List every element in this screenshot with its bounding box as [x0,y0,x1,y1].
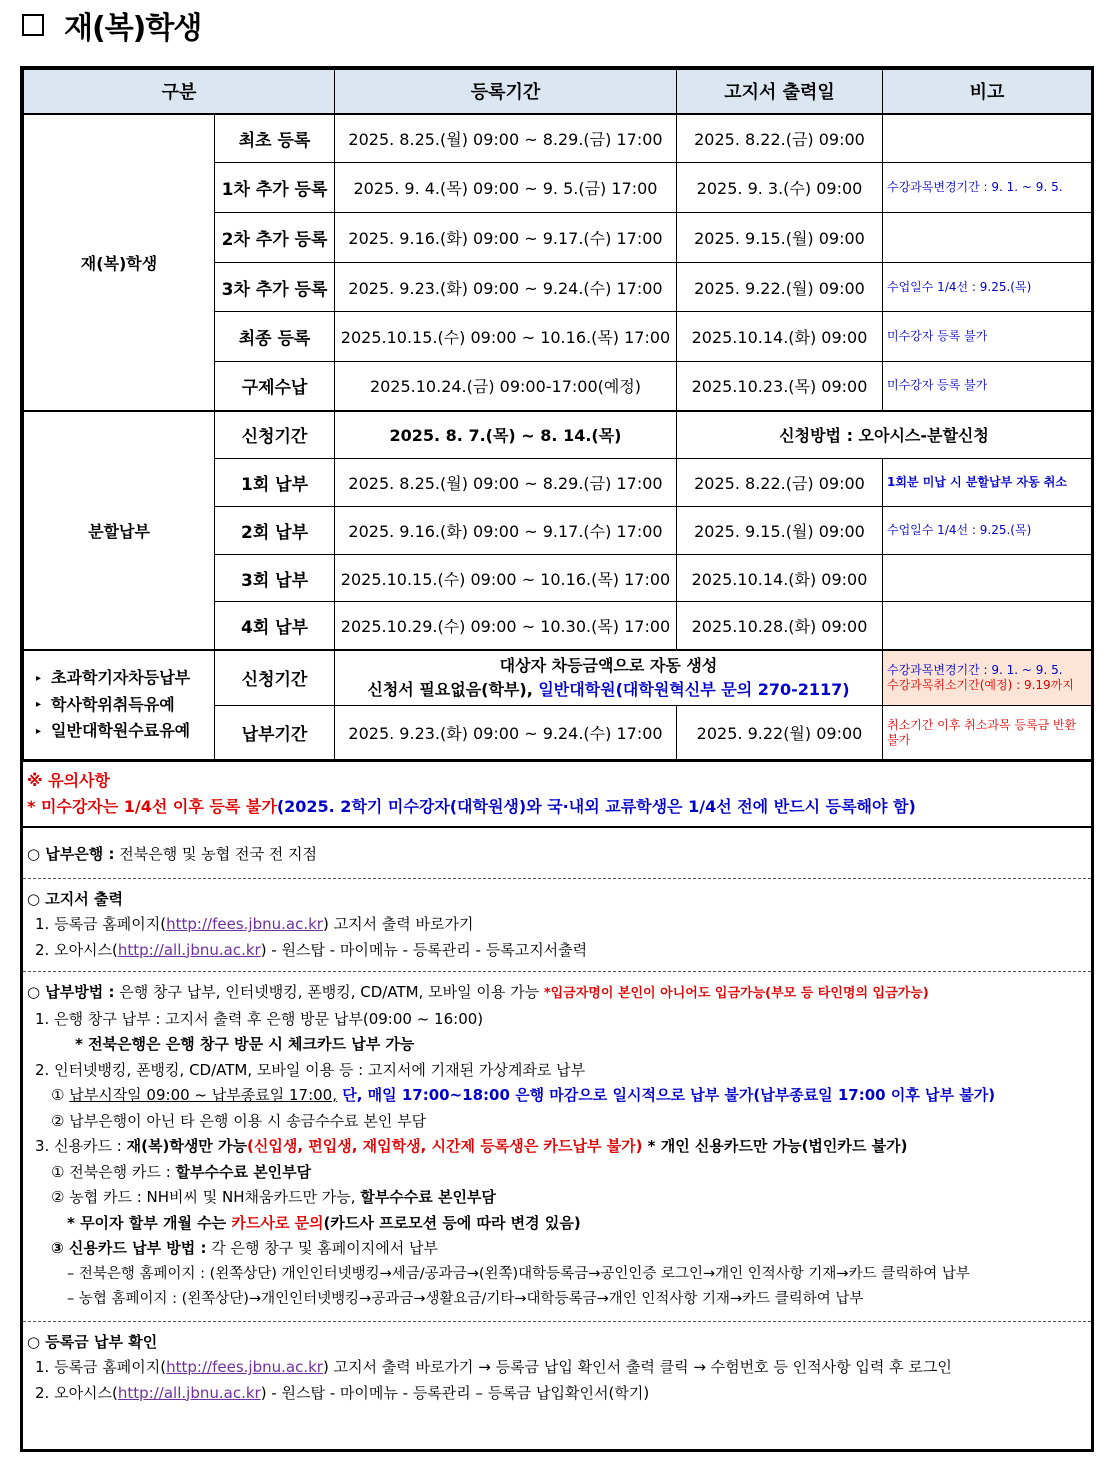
list-item: 2. 오아시스(http://all.jbnu.ac.kr) - 원스탑 - 마이메뉴 - 등록관리 - 등록고지서출력 [35,940,588,959]
section-heading: ○ 납부방법 : 은행 창구 납부, 인터넷뱅킹, 폰뱅킹, CD/ATM, 모바일 이용 가능 *입금자명이 본인이 아니어도 입금가능(부모 등 타인명의 입금가능) [27,983,929,1001]
row-label: 신청기간 [215,411,335,459]
row-note [883,602,1092,650]
row-label: 신청기간 [215,650,335,706]
row-label: 3회 납부 [215,555,335,602]
list-item: 3. 신용카드 : 재(복)학생만 가능(신입생, 편입생, 재입학생, 시간제 등록생은 카드납부 불가) * 개인 신용카드만 가능(법인카드 불가) [35,1137,908,1155]
row-notice-date: 2025.10.23.(목) 09:00 [677,362,883,411]
category-installment: 분할납부 [24,411,215,650]
installment-apply-method: 신청방법 : 오아시스-분할신청 [677,411,1092,459]
list-item: – 농협 홈페이지 : (왼쪽상단)→개인인터넷뱅킹→공과금→생활요금/기타→대학등록금→개인 인적사항 기재→카드 클릭하여 납부 [67,1291,864,1307]
list-item: ① 납부시작일 09:00 ~ 납부종료일 17:00, 단, 매일 17:00~18:00 은행 마감으로 일시적으로 납부 불가(납부종료일 17:00 이후 납부 불가) [51,1086,996,1104]
row-notice-date: 2025.10.28.(화) 09:00 [677,602,883,650]
document-frame [20,66,1094,1452]
section-heading: ○ 고지서 출력 [27,889,123,908]
row-notice-date: 2025.10.14.(화) 09:00 [677,555,883,602]
table-row [24,114,1092,163]
row-label: 4회 납부 [215,602,335,650]
row-label: 2차 추가 등록 [215,213,335,263]
list-item: – 전북은행 홈페이지 : (왼쪽상단) 개인인터넷뱅킹→세금/공과금→(왼쪽)대학등록금→공인인증 로그인→개인 인적사항 기재→카드 클릭하여 납부 [67,1265,970,1282]
list-item: 2. 오아시스(http://all.jbnu.ac.kr) - 원스탑 - 마이메뉴 - 등록관리 – 등록금 납입확인서(학기) [35,1383,650,1402]
row-label: 3차 추가 등록 [215,263,335,312]
schedule-table [23,69,1092,760]
row-period: 2025.10.29.(수) 09:00 ~ 10.30.(목) 17:00 [335,602,677,650]
row-note [883,213,1092,263]
row-note: 취소기간 이후 취소과목 등록금 반환 불가 [883,706,1092,760]
list-item: ▸ 일반대학원수료유예 [36,718,214,745]
row-notice-date: 2025. 9.22(월) 09:00 [677,706,883,760]
list-item: 1. 등록금 홈페이지(http://fees.jbnu.ac.kr) 고지서 출력 바로가기 → 등록금 납입 확인서 출력 클릭 → 수험번호 등 인적사항 입력 후 로그인 [35,1358,952,1376]
list-item: ▸ 초과학기자차등납부 [36,665,214,692]
page-title [22,6,201,44]
row-notice-date: 2025. 9.22.(월) 09:00 [677,263,883,312]
payment-method-section [23,972,1091,1322]
warning-line: * 미수강자는 1/4선 이후 등록 불가(2025. 2학기 미수강자(대학원생)와 국·내외 교류학생은 1/4선 전에 반드시 등록해야 함) [27,797,916,816]
installment-apply-period: 2025. 8. 7.(목) ~ 8. 14.(목) [335,411,677,459]
row-label: 납부기간 [215,706,335,760]
row-notice-date: 2025. 9.15.(월) 09:00 [677,213,883,263]
row-period: 2025.10.15.(수) 09:00 ~ 10.16.(목) 17:00 [335,312,677,362]
category-returning: 재(복)학생 [24,114,215,411]
list-item: * 전북은행은 은행 창구 방문 시 체크카드 납부 가능 [75,1035,415,1053]
row-note [883,555,1092,602]
row-label: 최종 등록 [215,312,335,362]
special-apply-info [335,650,883,706]
row-notice-date: 2025. 9. 3.(수) 09:00 [677,163,883,213]
row-period: 2025.10.15.(수) 09:00 ~ 10.16.(목) 17:00 [335,555,677,602]
list-item: ▸ 학사학위취득유예 [36,692,214,719]
warning-title: ※ 유의사항 [27,771,110,790]
row-label: 구제수납 [215,362,335,411]
row-notice-date: 2025. 9.15.(월) 09:00 [677,507,883,555]
row-note: 1회분 미납 시 분할납부 자동 취소 [883,459,1092,507]
row-label: 1회 납부 [215,459,335,507]
row-label: 최초 등록 [215,114,335,163]
row-period: 2025. 9.23.(화) 09:00 ~ 9.24.(수) 17:00 [335,706,677,760]
table-row [24,411,1092,459]
row-note: 수업일수 1/4선 : 9.25.(목) [883,507,1092,555]
list-item: ③ 신용카드 납부 방법 : 각 은행 창구 및 홈페이지에서 납부 [51,1239,438,1257]
section-heading: ○ 등록금 납부 확인 [27,1332,158,1351]
header-remarks: 비고 [883,70,1092,114]
row-notice-date: 2025. 8.22.(금) 09:00 [677,114,883,163]
payment-confirm-section [23,1322,1091,1415]
warning-section [23,760,1091,828]
list-item: ② 농협 카드 : NH비씨 및 NH채움카드만 가능, 할부수수료 본인부담 [51,1188,496,1206]
notice-print-section [23,879,1091,973]
table-row [24,650,1092,706]
row-notice-date: 2025.10.14.(화) 09:00 [677,312,883,362]
list-item: ① 전북은행 카드 : 할부수수료 본인부담 [51,1162,312,1181]
row-note [883,114,1092,163]
list-item: 2. 인터넷뱅킹, 폰뱅킹, CD/ATM, 모바일 이용 등 : 고지서에 기재된 가상계좌로 납부 [35,1060,586,1079]
row-period: 2025. 9.16.(화) 09:00 ~ 9.17.(수) 17:00 [335,507,677,555]
row-note: 미수강자 등록 불가 [883,362,1092,411]
header-period: 등록기간 [335,70,677,114]
special-apply-line2: 신청서 필요없음(학부), 일반대학원(대학원혁신부 문의 270-2117) [367,679,850,699]
special-apply-line1: 대상자 차등금액으로 자동 생성 [499,655,718,675]
bank-section: ○ 납부은행 : 전북은행 및 농협 전국 전 지점 [23,828,1091,879]
grad-school-contact: 일반대학원(대학원혁신부 문의 270-2117) [538,679,850,699]
row-period: 2025. 8.25.(월) 09:00 ~ 8.29.(금) 17:00 [335,459,677,507]
fees-link[interactable]: http://fees.jbnu.ac.kr [166,915,323,933]
row-note: 미수강자 등록 불가 [883,312,1092,362]
row-label: 1차 추가 등록 [215,163,335,213]
list-item: ② 납부은행이 아닌 타 은행 이용 시 송금수수료 본인 부담 [51,1111,427,1130]
row-notice-date: 2025. 8.22.(금) 09:00 [677,459,883,507]
row-label: 2회 납부 [215,507,335,555]
checkbox-square-icon [22,14,44,36]
list-item: * 무이자 할부 개월 수는 카드사로 문의(카드사 프로모션 등에 따라 변경 있음) [67,1213,581,1232]
row-note: 수업일수 1/4선 : 9.25.(목) [883,263,1092,312]
row-period: 2025. 9. 4.(목) 09:00 ~ 9. 5.(금) 17:00 [335,163,677,213]
table-header-row [24,70,1092,114]
list-item: 1. 은행 창구 납부 : 고지서 출력 후 은행 방문 납부(09:00 ~ 16:00) [35,1009,484,1028]
special-apply-note: 수강과목변경기간 : 9. 1. ~ 9. 5. 수강과목취소기간(예정) : 9.19까지 [883,650,1092,706]
list-item: 1. 등록금 홈페이지(http://fees.jbnu.ac.kr) 고지서 출력 바로가기 [35,915,474,933]
row-note: 수강과목변경기간 : 9. 1. ~ 9. 5. [883,163,1092,213]
oasis-link[interactable]: http://all.jbnu.ac.kr [117,1383,261,1402]
row-period: 2025. 8.25.(월) 09:00 ~ 8.29.(금) 17:00 [335,114,677,163]
row-period: 2025. 9.16.(화) 09:00 ~ 9.17.(수) 17:00 [335,213,677,263]
page-title-text: 재(복)학생 [64,11,202,46]
header-notice-date: 고지서 출력일 [677,70,883,114]
oasis-link[interactable]: http://all.jbnu.ac.kr [117,940,261,959]
header-category: 구분 [24,70,335,114]
special-category-list [24,650,215,760]
row-period: 2025.10.24.(금) 09:00-17:00(예정) [335,362,677,411]
row-period: 2025. 9.23.(화) 09:00 ~ 9.24.(수) 17:00 [335,263,677,312]
fees-link[interactable]: http://fees.jbnu.ac.kr [166,1358,323,1376]
